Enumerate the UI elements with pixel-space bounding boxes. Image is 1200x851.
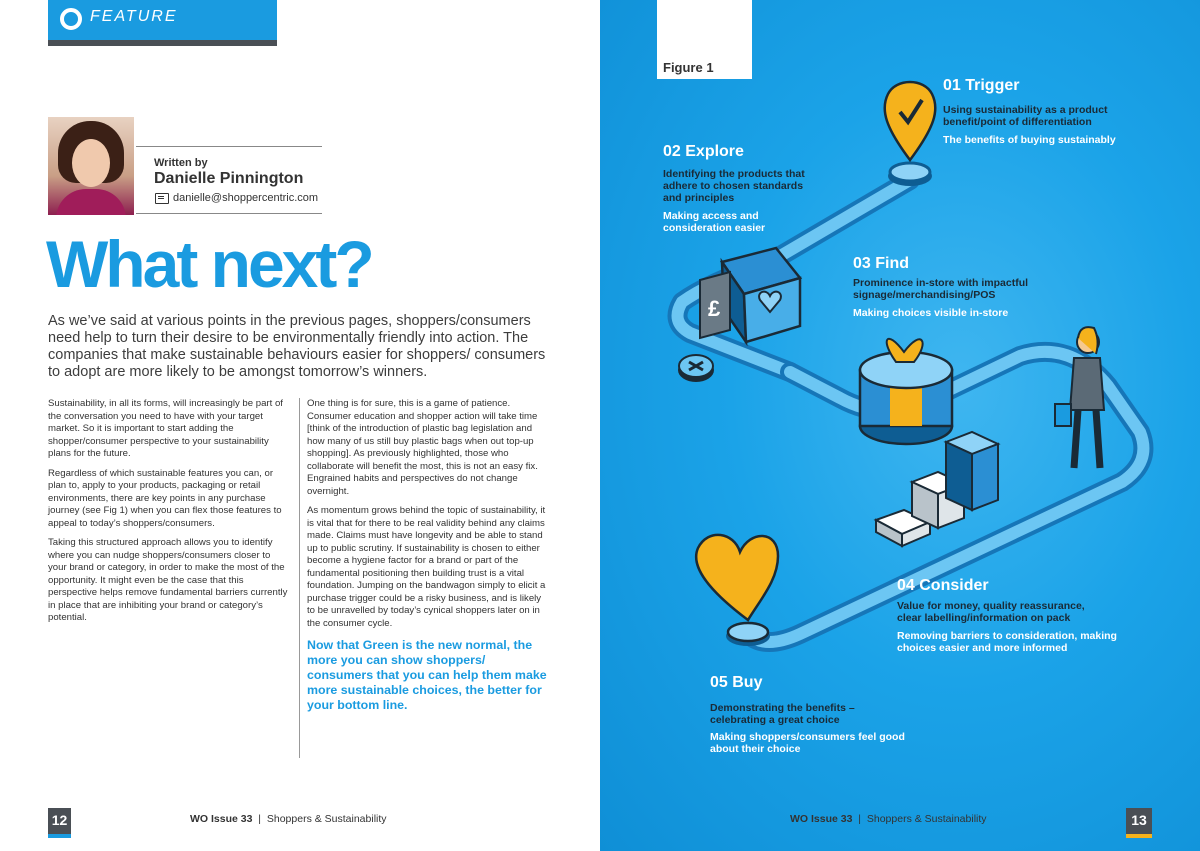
column-1 [48,398,288,632]
headline: What next? [46,227,372,301]
gift-icon [860,339,952,444]
footer-issue-right: WO Issue 33 | Shoppers & Sustainability [790,813,987,825]
svg-text:£: £ [708,296,721,321]
page-number-right: 13 [1126,808,1152,838]
email-icon [155,193,169,204]
written-by-label: Written by [154,157,208,169]
divider [136,213,322,214]
ring-icon [60,8,82,30]
step-find-title: 03 Find [853,255,910,272]
step-trigger-extra: The benefits of buying sustainably [943,134,1116,146]
step-consider-title: 04 Consider [897,577,989,594]
step-buy-desc: Demonstrating the benefits – celebrating a great choice [710,702,855,726]
bar-chart-icon [876,432,998,546]
author-name: Danielle Pinnington [154,170,304,187]
pullquote: Now that Green is the new normal, the more you can show shoppers/ consumers that you can help them make more sustainable choices, the better for your bottom line. [307,638,547,712]
footer-issue: WO Issue 33 | Shoppers & Sustainability [190,813,387,825]
paragraph: One thing is for sure, this is a game of patience. Consumer education and shopper action will take time [think of the introduction of plastic bag legislation and how many of us still buy plastic bags when out top-up shopping]. As previously highlighted, those who collaborate will benefit the most, this is not an easy fix. Engrained habits and perspectives do not change overnight. [307,398,538,497]
step-explore-title: 02 Explore [663,143,744,160]
page-number: 12 [48,808,71,838]
paragraph: Taking this structured approach allows you to identify where you can nudge shoppers/consumers closer to your brand or category, in order to make the most of the opportunity. It might even be the case that this perspective helps remove fundamental barriers currently in place that are inhibiting your brand or category’s potential. [48,537,288,623]
paragraph: Regardless of which sustainable features you can, or plan to, apply to your products, packaging or retail environments, there are key points in any purchase journey (see Fig 1) when you can flex those features to appeal to today’s shoppers/consumers. [48,467,282,529]
close-icon [678,355,714,382]
step-explore-desc: Identifying the products that adhere to chosen standards and principles [663,168,805,204]
author-photo [48,117,134,215]
step-find-extra: Making choices visible in-store [853,307,1009,319]
column-2 [307,398,548,720]
step-trigger-desc: Using sustainability as a product benefit/point of differentiation [943,104,1108,128]
figure-label: Figure 1 [663,60,714,75]
step-explore-extra: Making access and consideration easier [663,210,766,234]
standfirst: As we’ve said at various points in the previous pages, shoppers/consumers need help to turn their desire to be environmentally friendly into action. The companies that make sustainable behaviours easier for shoppers/ consumers to adopt are more likely to be amongst tomorrow’s winners. [48,313,546,380]
phone-heart-icon [700,248,800,342]
feature-label: FEATURE [90,8,178,25]
heart-icon [696,535,778,646]
author-email[interactable]: danielle@shoppercentric.com [173,192,319,204]
divider [136,146,322,147]
feature-tab [48,0,277,46]
column-divider [299,398,300,758]
step-consider-desc: Value for money, quality reassurance, clear labelling/information on pack [897,600,1085,624]
step-consider-extra: Removing barriers to consideration, making choices easier and more informed [897,630,1117,654]
step-find-desc: Prominence in-store with impactful signage/merchandising/POS [853,277,1029,301]
paragraph: Sustainability, in all its forms, will increasingly be part of the conversation you need to have with your target market. So it is important to start adding the shopper/consumer perspective to your sustainability plans for the future. [48,398,283,459]
step-buy-title: 05 Buy [710,674,763,691]
location-pin-icon [885,82,936,186]
step-trigger-title: 01 Trigger [943,77,1020,94]
step-buy-extra: Making shoppers/consumers feel good about their choice [710,731,905,755]
paragraph: As momentum grows behind the topic of sustainability, it is vital that for there to be real validity behind any claims made. Claims must have longevity and be able to stand up to public scrutiny. If sustainability is chosen to either become a hygiene factor for a brand or part of the fundamental positioning then building trust is a vital foundation. Jumping on the bandwagon simply to elicit a purchase trigger could be a risky business, and is likely to be unravelled by today’s cynical shoppers later on in the consumer cycle. [307,505,546,629]
right-page [600,0,1200,851]
